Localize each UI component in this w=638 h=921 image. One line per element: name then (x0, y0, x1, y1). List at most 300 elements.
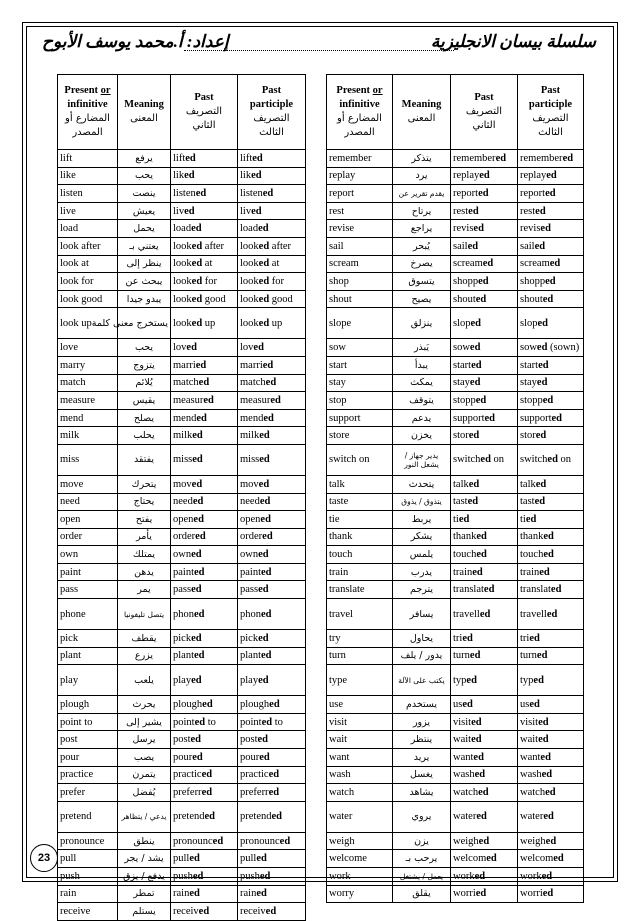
table-row (327, 885, 584, 903)
pp-suffix: ed (541, 769, 553, 781)
past-stem: post (173, 734, 191, 746)
present-cell: lift (58, 150, 118, 168)
pp-stem: touch (520, 549, 544, 561)
present-cell: want (327, 749, 393, 767)
pp-suffix: ed (536, 650, 548, 662)
past-suffix: ed (192, 751, 203, 763)
meaning-cell: يتصل تليفونيا (118, 599, 171, 630)
past-participle-cell (238, 696, 306, 714)
past-suffix: ed (194, 716, 206, 728)
past-stem: tri (453, 632, 463, 644)
table-row (327, 427, 584, 445)
meaning-cell: تمطر (118, 885, 171, 903)
meaning-cell: يصب (118, 749, 171, 767)
pp-suffix: ed (542, 394, 554, 406)
past-participle-cell (518, 784, 584, 802)
meaning-cell: يتذكر (393, 150, 451, 168)
table-row (327, 731, 584, 749)
table-row (327, 339, 584, 357)
past-stem: welcom (453, 853, 487, 865)
past-participle-cell (518, 749, 584, 767)
pp-stem: remember (520, 152, 563, 164)
past-participle-cell (518, 290, 584, 308)
past-cell (451, 339, 518, 357)
verb-table-left (57, 74, 306, 921)
pp-suffix: ed (539, 566, 550, 578)
past-stem: liv (173, 205, 185, 217)
present-cell: start (327, 356, 393, 374)
past-stem: lift (173, 152, 186, 164)
pp-stem: open (240, 513, 261, 525)
meaning-cell: يرتاح (393, 202, 451, 220)
past-cell (171, 528, 238, 546)
past-stem: plough (173, 699, 203, 711)
present-cell: taste (327, 493, 393, 511)
table-row (58, 409, 306, 427)
past-participle-cell (238, 220, 306, 238)
past-participle-cell (518, 832, 584, 850)
meaning-cell: يأمر (118, 528, 171, 546)
present-cell: look up (58, 308, 118, 339)
past-cell (451, 356, 518, 374)
pp-suffix: ed (540, 223, 551, 235)
past-participle-cell (518, 850, 584, 868)
present-cell: shout (327, 290, 393, 308)
pp-suffix: ed (258, 478, 270, 490)
pp-suffix: ed (551, 412, 562, 424)
present-cell: open (58, 511, 118, 529)
past-stem: miss (173, 454, 193, 466)
pp-suffix: ed (251, 205, 262, 217)
past-stem: own (173, 549, 192, 561)
table-row (327, 749, 584, 767)
meaning-cell: يدعم (393, 409, 451, 427)
meaning-cell: يدفع / يزق (118, 868, 171, 886)
meaning-cell: يترجم (393, 581, 451, 599)
meaning-cell: يقطف (118, 630, 171, 648)
pp-stem: pick (240, 632, 259, 644)
meaning-cell: يفتح (118, 511, 171, 529)
past-suffix: ed (195, 359, 207, 371)
meaning-cell: يشكر (393, 528, 451, 546)
pp-suffix: ed (549, 258, 561, 270)
past-participle-cell (238, 801, 306, 832)
past-stem: talk (453, 478, 469, 490)
pp-stem: visit (520, 716, 539, 728)
past-stem: watch (453, 787, 479, 799)
present-cell: shop (327, 273, 393, 291)
past-participle-cell (238, 202, 306, 220)
present-cell: plant (58, 647, 118, 665)
past-stem: shout (453, 293, 476, 305)
past-stem: ti (453, 513, 459, 525)
pp-stem: typ (520, 674, 534, 686)
past-cell (171, 647, 238, 665)
past-participle-cell (518, 546, 584, 564)
meaning-cell: يُفضل (118, 784, 171, 802)
present-cell: welcome (327, 850, 393, 868)
past-participle-cell (238, 167, 306, 185)
past-suffix: ed (198, 377, 210, 389)
past-stem: water (453, 811, 477, 823)
past-suffix: ed (184, 205, 195, 217)
past-participle-cell (238, 444, 306, 475)
past-suffix: ed (476, 531, 487, 543)
table-row (327, 392, 584, 410)
pp-suffix: ed (269, 699, 280, 711)
meaning-cell: يقلق (393, 885, 451, 903)
past-participle-cell (518, 665, 584, 696)
past-rest: up (202, 317, 216, 329)
past-suffix: ed (458, 513, 470, 525)
past-cell (451, 374, 518, 392)
past-participle-cell (518, 868, 584, 886)
pp-stem: milk (240, 430, 260, 442)
meaning-cell: يمكث (393, 374, 451, 392)
header-past: Past التصريف الثاني (451, 75, 518, 150)
present-cell: pronounce (58, 832, 118, 850)
past-rest: good (202, 293, 226, 305)
past-cell (451, 832, 518, 850)
past-cell (451, 273, 518, 291)
pp-suffix: ed (262, 531, 273, 543)
past-stem: look (173, 240, 192, 252)
past-cell (171, 392, 238, 410)
past-suffix: ed (191, 275, 203, 287)
past-stem: sow (453, 342, 470, 354)
pp-stem: paint (240, 566, 261, 578)
table-row (327, 868, 584, 886)
table-row (58, 766, 306, 784)
past-cell (451, 731, 518, 749)
past-stem: measur (173, 394, 204, 406)
past-suffix: ed (473, 751, 484, 763)
pp-stem: look (240, 317, 259, 329)
pp-stem: want (520, 751, 541, 763)
pp-stem: weigh (520, 835, 546, 847)
pp-stem: scream (520, 258, 550, 270)
past-suffix: ed (475, 394, 487, 406)
meaning-cell: يلعب (118, 665, 171, 696)
past-cell (171, 409, 238, 427)
pp-stem: train (520, 566, 540, 578)
present-cell: match (58, 374, 118, 392)
pp-suffix: ed (260, 513, 271, 525)
past-suffix: ed (185, 152, 196, 164)
present-cell: love (58, 339, 118, 357)
past-suffix: ed (202, 699, 213, 711)
past-cell (451, 427, 518, 445)
present-cell: water (327, 801, 393, 832)
table-row (327, 665, 584, 696)
meaning-cell: يكتب على الآلة (393, 665, 451, 696)
past-stem: travell (453, 608, 480, 620)
table-row (327, 150, 584, 168)
past-stem: typ (453, 674, 467, 686)
past-participle-cell (238, 475, 306, 493)
header-dotted-line (184, 50, 454, 51)
past-participle-cell (238, 528, 306, 546)
pp-stem: need (240, 496, 260, 508)
table-row (327, 850, 584, 868)
table-row (327, 167, 584, 185)
past-participle-cell (518, 374, 584, 392)
pp-suffix: ed (534, 240, 546, 252)
pp-suffix: ed (550, 584, 562, 596)
table-row (327, 356, 584, 374)
table-row (58, 528, 306, 546)
table-row (58, 308, 306, 339)
past-cell (451, 696, 518, 714)
past-participle-cell (518, 511, 584, 529)
pp-stem: thank (520, 531, 544, 543)
pp-rest: to (272, 716, 283, 728)
past-participle-cell (238, 427, 306, 445)
past-participle-cell (518, 475, 584, 493)
pp-suffix: ed (259, 496, 271, 508)
past-participle-cell (518, 185, 584, 203)
meaning-cell: يدرب (393, 563, 451, 581)
past-participle-cell (518, 356, 584, 374)
table-row (58, 713, 306, 731)
meaning-cell: يبحث عن (118, 273, 171, 291)
pp-suffix: ed (268, 769, 280, 781)
past-stem: remember (453, 152, 496, 164)
past-suffix: ed (191, 674, 202, 686)
past-suffix: ed (471, 359, 482, 371)
past-suffix: ed (194, 566, 205, 578)
pp-suffix: ed (258, 549, 269, 561)
past-suffix: ed (192, 430, 203, 442)
present-cell: look after (58, 237, 118, 255)
past-stem: receiv (173, 905, 199, 917)
past-cell (451, 290, 518, 308)
past-participle-cell (238, 713, 306, 731)
past-stem: look (173, 275, 192, 287)
past-stem: work (453, 870, 475, 882)
pp-suffix: ed (553, 853, 564, 865)
past-cell (171, 444, 238, 475)
meaning-cell: يتحدث (393, 475, 451, 493)
pp-suffix: ed (529, 632, 540, 644)
past-suffix: ed (469, 650, 481, 662)
past-participle-cell (238, 392, 306, 410)
past-participle-cell (518, 766, 584, 784)
pp-suffix: ed (259, 751, 270, 763)
past-suffix: ed (474, 769, 486, 781)
past-participle-cell (518, 150, 584, 168)
past-cell (451, 444, 518, 475)
past-participle-cell (238, 581, 306, 599)
table-row (58, 665, 306, 696)
pp-stem: preferr (240, 787, 269, 799)
past-suffix: ed (478, 787, 489, 799)
meaning-cell: يفتقد (118, 444, 171, 475)
meaning-cell: يشد / يجر (118, 850, 171, 868)
pp-stem: work (520, 870, 542, 882)
past-cell (451, 220, 518, 238)
pp-suffix: ed (261, 566, 272, 578)
present-cell: prefer (58, 784, 118, 802)
table-row (58, 850, 306, 868)
past-cell (171, 273, 238, 291)
pp-suffix: ed (270, 394, 281, 406)
past-cell (171, 475, 238, 493)
meaning-cell: يزن (393, 832, 451, 850)
present-cell: work (327, 868, 393, 886)
past-participle-cell (518, 273, 584, 291)
meaning-cell: ينزلق (393, 308, 451, 339)
pp-suffix: ed (535, 205, 546, 217)
past-cell (171, 220, 238, 238)
pp-rest: after (269, 240, 292, 252)
table-row (327, 696, 584, 714)
past-suffix: ed (474, 870, 486, 882)
past-suffix: ed (192, 870, 204, 882)
present-cell: measure (58, 392, 118, 410)
past-suffix: ed (191, 632, 202, 644)
present-cell: thank (327, 528, 393, 546)
table-row (327, 290, 584, 308)
table-row (327, 409, 584, 427)
past-cell (451, 599, 518, 630)
meaning-cell: يصرخ (393, 255, 451, 273)
past-participle-cell (238, 749, 306, 767)
past-cell (451, 475, 518, 493)
present-cell: type (327, 665, 393, 696)
header-past-participle: Past participle التصريف الثالث (238, 75, 306, 150)
pp-stem: stor (520, 430, 536, 442)
past-participle-cell (238, 308, 306, 339)
table-row (58, 563, 306, 581)
past-cell (171, 868, 238, 886)
past-stem: stor (453, 430, 469, 442)
past-participle-cell (238, 766, 306, 784)
table-row (327, 766, 584, 784)
past-stem: tast (453, 496, 468, 508)
present-cell: train (327, 563, 393, 581)
meaning-cell: يمر (118, 581, 171, 599)
present-cell: milk (58, 427, 118, 445)
past-suffix: ed (189, 853, 200, 865)
past-stem: pretend (173, 811, 205, 823)
pp-suffix: ed (543, 531, 554, 543)
past-cell (451, 185, 518, 203)
past-stem: milk (173, 430, 193, 442)
present-cell: push (58, 868, 118, 886)
past-participle-cell (238, 731, 306, 749)
past-participle-cell (518, 444, 584, 475)
present-cell: store (327, 427, 393, 445)
present-cell: tie (327, 511, 393, 529)
past-cell (451, 801, 518, 832)
past-stem: stay (453, 377, 470, 389)
past-participle-cell (518, 647, 584, 665)
meaning-cell: يدور / يلف (393, 647, 451, 665)
pp-suffix: ed (545, 187, 556, 199)
pp-suffix: ed (538, 734, 549, 746)
pp-suffix: ed (535, 478, 547, 490)
past-participle-cell (238, 832, 306, 850)
present-cell: report (327, 185, 393, 203)
present-cell: remember (327, 150, 393, 168)
past-participle-cell (518, 220, 584, 238)
past-suffix: ed (469, 377, 481, 389)
meaning-cell: يرحب بـ (393, 850, 451, 868)
pp-stem: post (240, 734, 258, 746)
header-past: Past التصريف الثاني (171, 75, 238, 150)
pp-suffix: ed (540, 751, 551, 763)
table-row (327, 784, 584, 802)
present-cell: look for (58, 273, 118, 291)
past-cell (171, 850, 238, 868)
table-row (58, 868, 306, 886)
past-cell (171, 237, 238, 255)
pp-suffix: ed (265, 377, 277, 389)
past-suffix: ed (468, 430, 480, 442)
past-cell (171, 630, 238, 648)
past-stem: look (173, 293, 192, 305)
pp-suffix: ed (535, 430, 547, 442)
past-suffix: ed (486, 853, 497, 865)
meaning-cell: يُبحر (393, 237, 451, 255)
table-row (327, 528, 584, 546)
past-suffix: ed (467, 240, 479, 252)
pp-suffix: ed (271, 811, 282, 823)
pp-stem: mend (240, 412, 264, 424)
table-row (58, 801, 306, 832)
past-cell (171, 202, 238, 220)
table-row (327, 630, 584, 648)
pp-suffix: ed (538, 359, 549, 371)
pp-stem: sail (520, 240, 535, 252)
present-cell: look good (58, 290, 118, 308)
past-participle-cell (238, 409, 306, 427)
present-cell: need (58, 493, 118, 511)
meaning-cell: يشير إلى (118, 713, 171, 731)
present-cell: wash (327, 766, 393, 784)
past-stem: wait (453, 734, 472, 746)
past-stem: pull (173, 853, 190, 865)
table-row (58, 647, 306, 665)
past-participle-cell (238, 546, 306, 564)
past-cell (171, 427, 238, 445)
pp-stem: pull (240, 853, 257, 865)
meaning-cell: يغسل (393, 766, 451, 784)
past-suffix: ed (186, 342, 197, 354)
table-row (327, 563, 584, 581)
past-stem: revis (453, 223, 474, 235)
present-cell: pour (58, 749, 118, 767)
past-participle-cell (238, 356, 306, 374)
pp-suffix: ed (262, 359, 274, 371)
past-participle-cell (238, 150, 306, 168)
meaning-cell: يحاول (393, 630, 451, 648)
meaning-cell: يستلم (118, 903, 171, 921)
past-stem: turn (453, 650, 470, 662)
past-suffix: ed (192, 454, 203, 466)
pp-suffix: ed (261, 716, 273, 728)
past-stem: rain (173, 888, 190, 900)
past-suffix: ed (482, 258, 494, 270)
past-cell (451, 167, 518, 185)
past-cell (171, 255, 238, 273)
present-cell: own (58, 546, 118, 564)
past-stem: play (173, 674, 192, 686)
past-stem: train (453, 566, 473, 578)
past-suffix: ed (195, 187, 207, 199)
pp-stem: stopp (520, 394, 543, 406)
